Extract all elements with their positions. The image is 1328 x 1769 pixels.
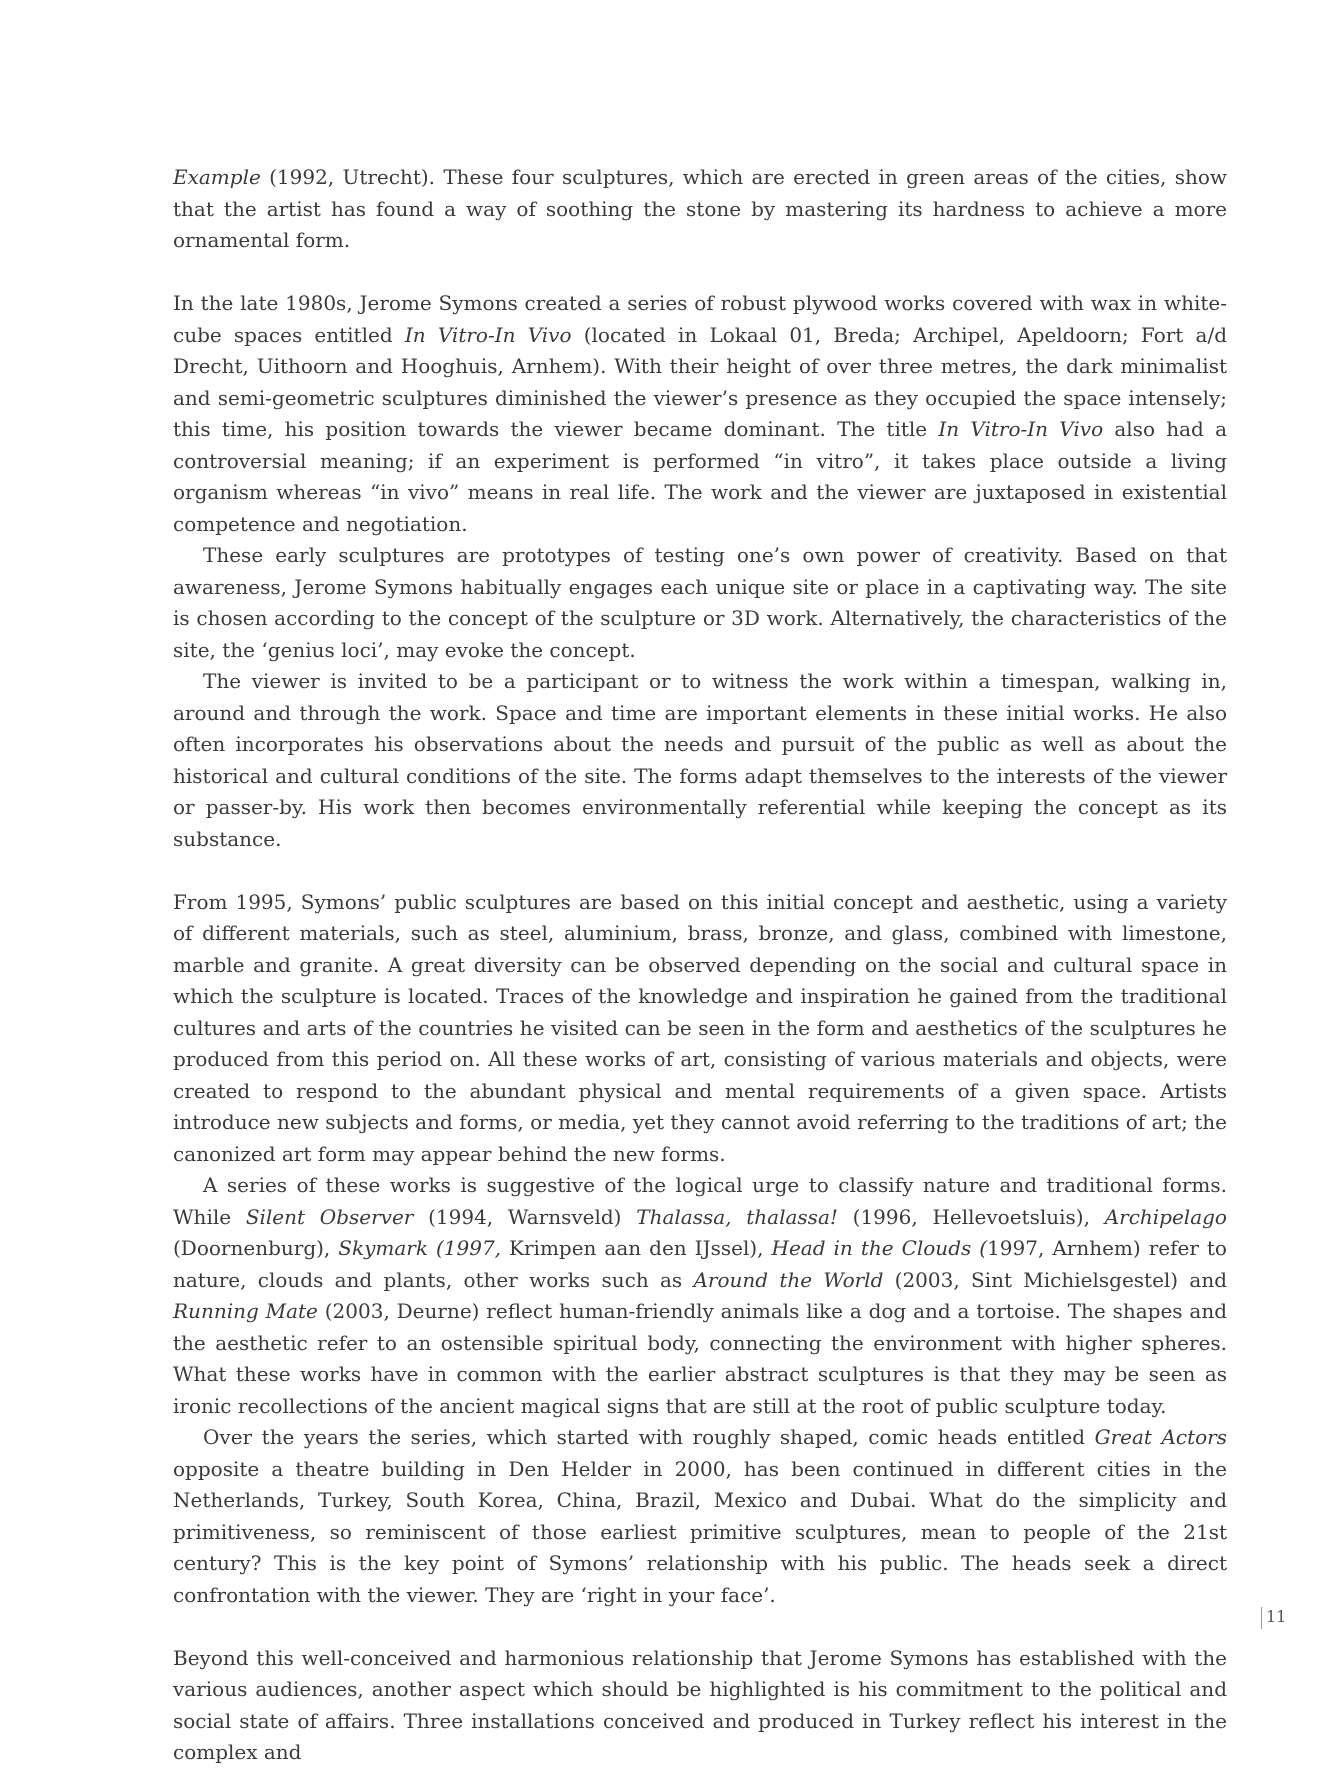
artwork-title: Head in the Clouds (: [771, 1236, 988, 1260]
paragraph: These early sculptures are prototypes of testing one’s own power of creativity. Based on that awareness, Jerome Symons habitually engages each unique site or place in a captivating way. The site is chosen according to the concept of the sculpture or 3D work. Alternatively, the characteristics of the site, the ‘genius loci’, may evoke the concept.: [173, 543, 1227, 662]
artwork-title: Archipelago: [1104, 1204, 1227, 1229]
artwork-title: In Vitro-In Vivo: [404, 322, 572, 347]
paragraph: The viewer is invited to be a participant or to witness the work within a timespan, walking in, around and through the work. Space and time are important elements in these initial works. He also often incorporates his observations about the needs and pursuit of the public as well as about the historical and cultural conditions of the site. The forms adapt themselves to the interests of the viewer or passer-by. His work then becomes environmentally referential while keeping the concept as its substance.: [173, 669, 1227, 851]
paragraph: Example (1992, Utrecht). These four sculptures, which are erected in green areas of the cities, show that the artist has found a way of soothing the stone by mastering its hardness to achieve a more ornamental form.: [173, 165, 1227, 252]
body-text: [173, 162, 1227, 1769]
artwork-title: Running Mate: [173, 1299, 318, 1323]
artwork-title: Great Actors: [1094, 1425, 1227, 1449]
artwork-title: Skymark (1997,: [338, 1236, 502, 1260]
page-number: 11: [1261, 1607, 1286, 1629]
artwork-title: Around the World: [693, 1267, 884, 1292]
paragraph: Beyond this well-conceived and harmonious relationship that Jerome Symons has established with the various audiences, another aspect which should be highlighted is his commitment to the political and social state of affairs. Three installations conceived and produced in Turkey reflect his interest in the complex and: [173, 1645, 1227, 1764]
paragraph: Over the years the series, which started with roughly shaped, comic heads entitled Great Actors opposite a theatre building in Den Helder in 2000, has been continued in different cities in the Netherlands, Turkey, South Korea, China, Brazil, Mexico and Dubai. What do the simplicity and primitiveness, so reminiscent of those earliest primitive sculptures, mean to people of the 21st century? This is the key point of Symons’ relationship with his public. The heads seek a direct confrontation with the viewer. They are ‘right in your face’.: [173, 1425, 1227, 1607]
artwork-title: Silent Observer: [245, 1204, 414, 1229]
paragraph: From 1995, Symons’ public sculptures are based on this initial concept and aesthetic, using a variety of different materials, such as steel, aluminium, brass, bronze, and glass, combined with limestone, marble and granite. A great diversity can be observed depending on the social and cultural space in which the sculpture is located. Traces of the knowledge and inspiration he gained from the traditional cultures and arts of the countries he visited can be seen in the form and aesthetics of the sculptures he produced from this period on. All these works of art, consisting of various materials and objects, were created to respond to the abundant physical and mental requirements of a given space. Artists introduce new subjects and forms, or media, yet they cannot avoid referring to the traditions of art; the canonized art form may appear behind the new forms.: [173, 889, 1227, 1166]
artwork-title: In Vitro-In Vivo: [938, 417, 1104, 441]
artwork-title: Thalassa, thalassa!: [636, 1204, 838, 1229]
paragraph: A series of these works is suggestive of the logical urge to classify nature and traditional forms. While Silent Observer (1994, Warnsveld) Thalassa, thalassa! (1996, Hellevoetsluis), Archipelago (Doornenburg), Skymark (1997, Krimpen aan den IJssel), Head in the Clouds (1997, Arnhem) refer to nature, clouds and plants, other works such as Around the World (2003, Sint Michielsgestel) and Running Mate (2003, Deurne) reflect human-friendly animals like a dog and a tortoise. The shapes and the aesthetic refer to an ostensible spiritual body, connecting the environment with higher spheres. What these works have in common with the earlier abstract sculptures is that they may be seen as ironic recollections of the ancient magical signs that are still at the root of public sculpture today.: [173, 1173, 1228, 1418]
artwork-title: Example: [173, 165, 261, 189]
paragraph: In the late 1980s, Jerome Symons created a series of robust plywood works covered with wax in white-cube spaces entitled In Vitro-In Vivo (located in Lokaal 01, Breda; Archipel, Apeldoorn; Fort a/d Drecht, Uithoorn and Hooghuis, Arnhem). With their height of over three metres, the dark minimalist and semi-geometric sculptures diminished the viewer’s presence as they occupied the space intensely; this time, his position towards the viewer became dominant. The title In Vitro-In Vivo also had a controversial meaning; if an experiment is performed “in vitro”, it takes place outside a living organism whereas “in vivo” means in real life. The work and the viewer are juxtaposed in existential competence and negotiation.: [173, 291, 1228, 536]
